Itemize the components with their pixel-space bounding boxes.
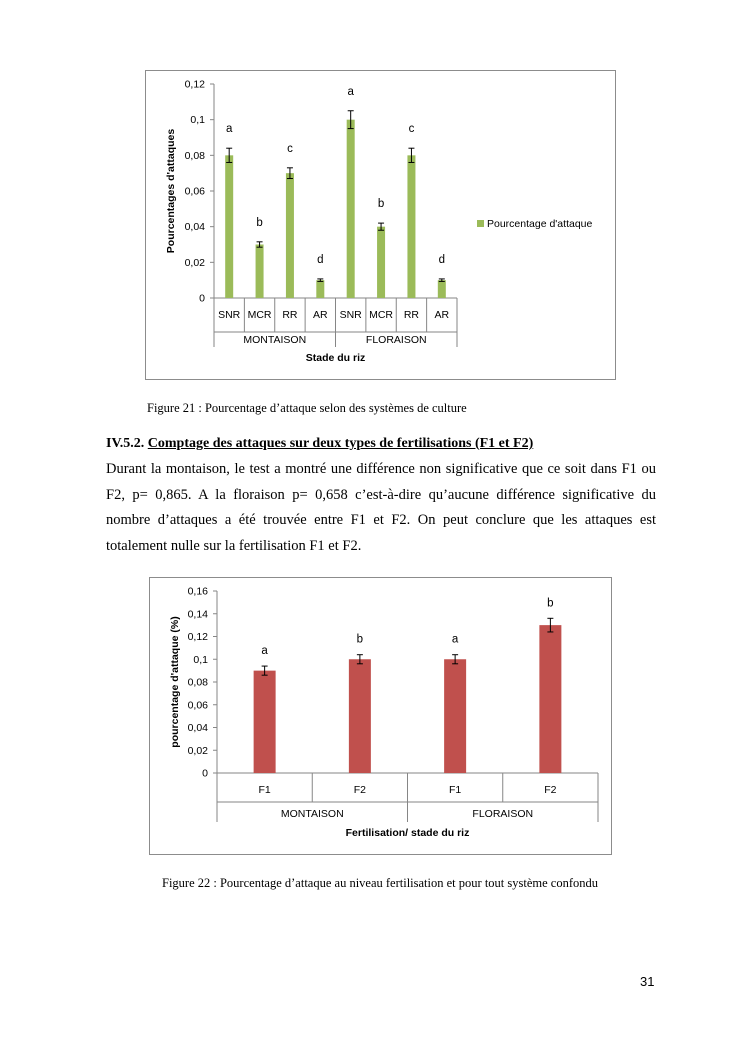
chart21-y-tick-label: 0,02 [184,256,205,269]
chart21-category-label: MCR [369,309,394,321]
chart22-significance-label: a [261,645,268,658]
chart21-bar [407,155,415,298]
section-paragraph: Durant la montaison, le test a montré une différence non significative que ce soit dans F1 ou F2, p= 0,865. A la floraison p= 0,658 c’est-à-dire qu’aucune différence significative du nombre d’attaques a été trouvée entre F1 et F2. On peut conclure que les attaques est totalement nulle sur la fertilisation F1 et F2. [106,461,656,554]
chart21-category-label: AR [313,309,328,321]
chart21-legend-swatch [477,220,484,227]
chart21-bar [286,173,294,298]
chart21-bar [377,227,385,298]
chart22-y-tick-label: 0,04 [187,722,208,734]
chart-22-svg [150,578,613,856]
chart21-significance-label: a [347,85,354,98]
chart22-significance-label: b [547,597,554,610]
chart21-bar [438,280,446,298]
chart22-category-label: F1 [448,784,462,796]
figure-21-chart [145,70,616,380]
chart22-y-tick-label: 0,16 [187,585,208,598]
chart22-significance-label: b [356,633,364,646]
chart21-bar [316,280,324,298]
chart21-y-tick-label: 0,04 [184,221,205,234]
chart21-y-tick-label: 0,1 [190,114,205,127]
chart22-category-label: F1 [258,784,271,796]
chart21-significance-label: c [408,123,415,136]
figure-22-caption: Figure 22 : Pourcentage d’attaque au niveau fertilisation et pour tout système confondu [162,876,598,890]
chart21-x-axis-title: Stade du riz [305,352,366,364]
chart22-group-label: FLORAISON [472,808,534,820]
chart21-legend-label: Pourcentage d'attaque [487,218,593,230]
chart21-category-label: RR [403,309,420,321]
chart21-significance-label: d [317,253,324,266]
chart22-bar [254,671,276,773]
chart22-bar [349,659,371,773]
chart22-category-label: F2 [353,784,367,796]
section-heading [106,436,533,452]
chart21-significance-label: a [225,123,233,136]
chart21-y-axis-title: Pourcentages d'attaques [165,128,177,254]
chart21-category-label: MCR [247,309,272,321]
figure-21-caption: Figure 21 : Pourcentage d’attaque selon des systèmes de culture [147,401,467,415]
chart22-y-axis-title: pourcentage d'attaque (%) [169,616,181,748]
chart21-y-tick-label: 0,08 [184,149,205,162]
chart21-y-tick-label: 0,12 [184,78,205,91]
chart21-category-label: SNR [218,309,241,321]
chart21-y-tick-label: 0,06 [184,185,205,198]
chart21-significance-label: b [377,198,385,211]
chart22-significance-label: a [451,633,459,646]
chart22-y-tick-label: 0,06 [187,699,208,712]
chart22-y-tick-label: 0,14 [187,608,208,621]
page-number: 31 [640,974,655,989]
chart21-category-label: AR [434,309,450,321]
chart22-group-label: MONTAISON [280,808,344,820]
chart21-category-label: RR [282,309,298,321]
chart21-bar [225,155,233,298]
chart22-x-axis-title: Fertilisation/ stade du riz [345,827,470,839]
chart22-y-tick-label: 0,02 [187,744,208,757]
chart22-bar [539,625,561,773]
chart21-significance-label: d [438,253,446,266]
chart22-y-tick-label: 0 [202,767,208,780]
chart21-significance-label: b [256,216,263,229]
section-title: Comptage des attaques sur deux types de fertilisations (F1 et F2) [147,436,534,451]
chart22-y-tick-label: 0,1 [193,653,208,666]
chart21-y-tick-label: 0 [199,292,205,305]
chart21-group-label: MONTAISON [243,334,307,346]
chart21-significance-label: c [287,142,293,155]
section-number: IV.5.2. [106,436,145,451]
chart22-category-label: F2 [544,784,557,796]
chart21-group-label: FLORAISON [365,334,427,346]
chart22-y-tick-label: 0,08 [187,676,208,689]
chart21-bar [347,120,355,298]
chart21-bar [256,245,264,299]
chart21-category-label: SNR [339,309,362,321]
figure-22-chart [149,577,612,855]
chart22-y-tick-label: 0,12 [187,631,208,643]
chart-21-svg [146,71,617,381]
chart22-bar [444,659,466,773]
